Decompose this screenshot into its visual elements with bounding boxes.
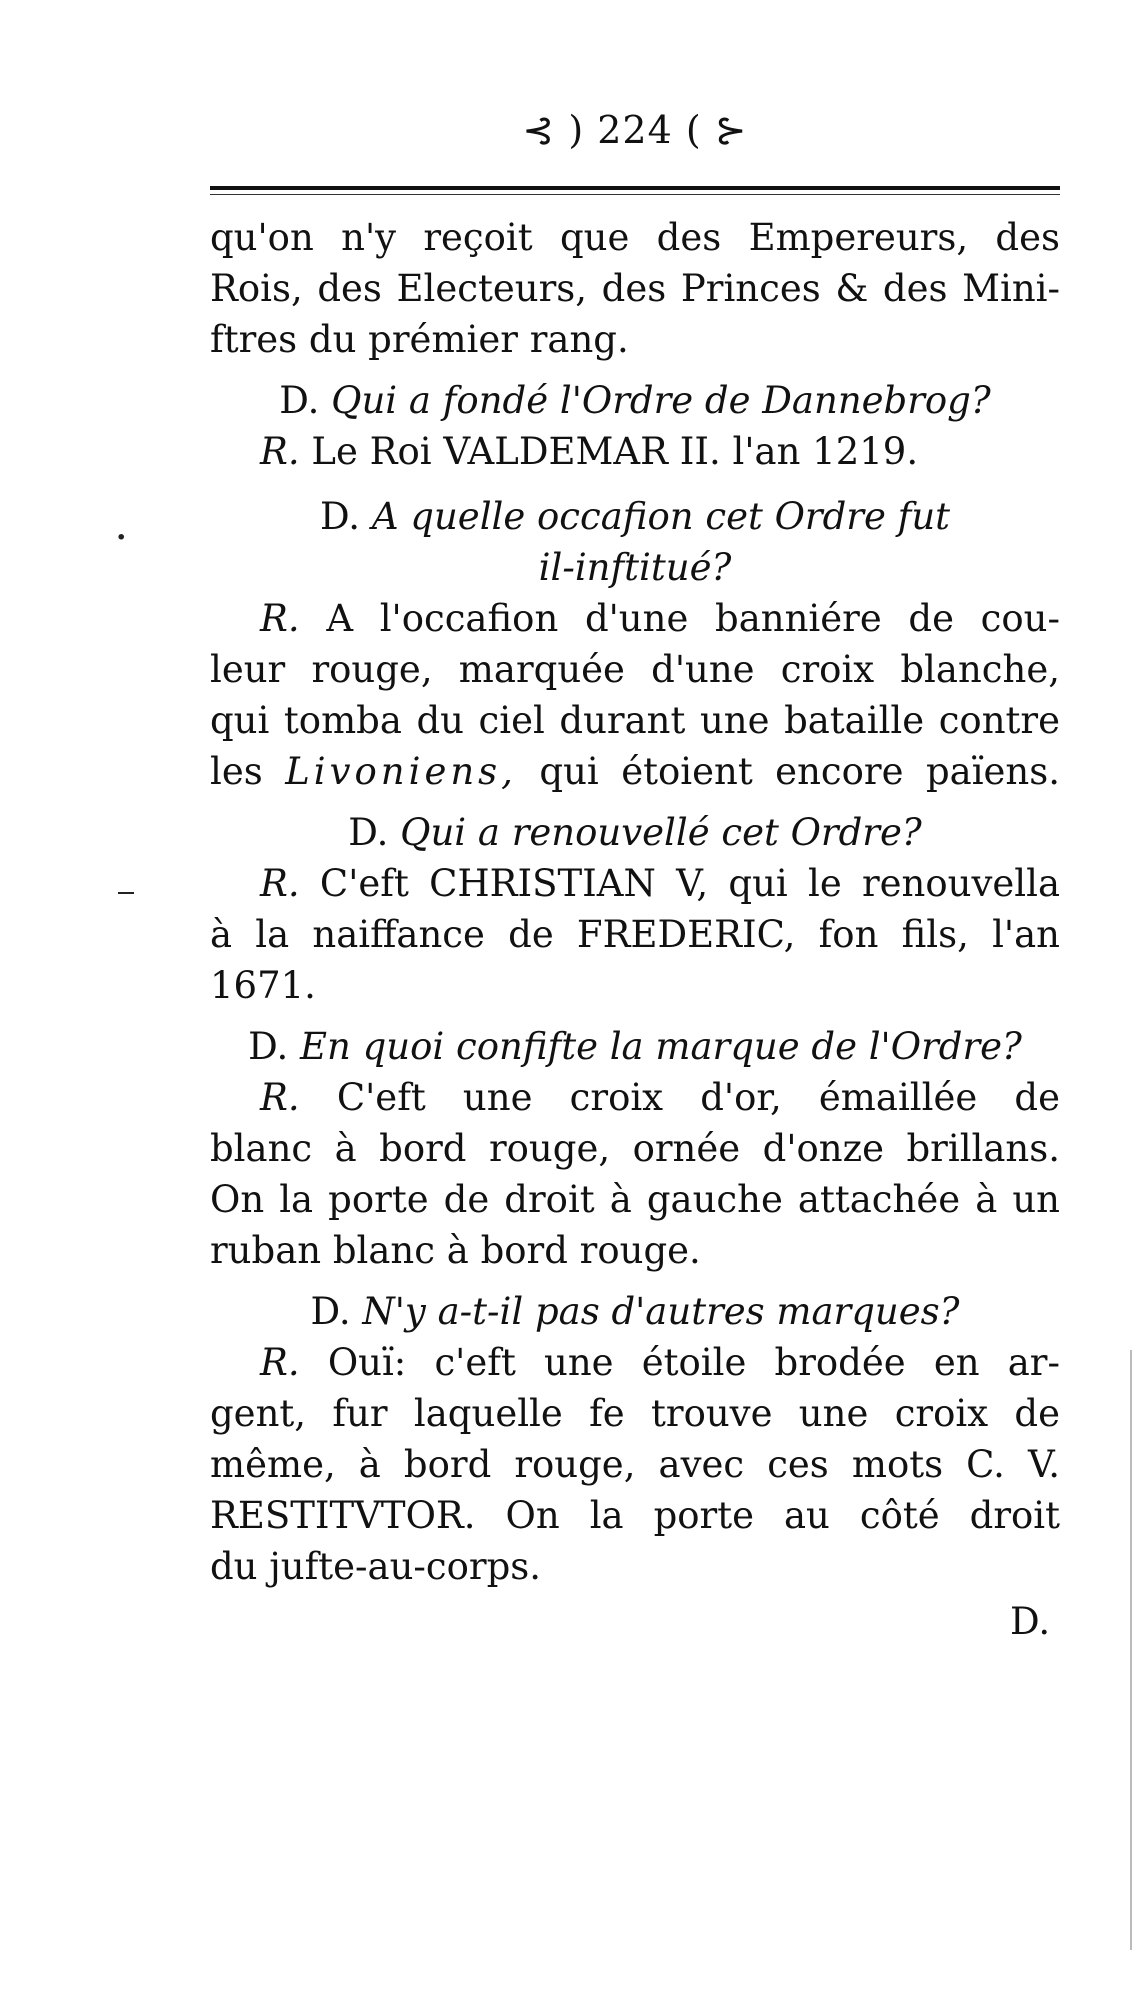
text-fragment: les	[210, 750, 263, 793]
answer-1	[210, 426, 1060, 477]
question-5	[210, 1286, 1060, 1337]
question-text: Qui a fondé l'Ordre de Dannebrog?	[331, 379, 991, 422]
margin-mark: ·	[116, 520, 127, 555]
catchword: D.	[1010, 1600, 1051, 1643]
text-line: On la porte de droit à gauche attachée à un	[210, 1178, 1060, 1221]
paragraph-continuation	[210, 212, 1060, 365]
text-line: RESTITVTOR. On la porte au côté droit	[210, 1494, 1060, 1537]
answer-text: Le Roi VALDEMAR II. l'an 1219.	[311, 430, 919, 473]
answer-text: C'eft CHRISTIAN V, qui le renouvella	[319, 862, 1061, 905]
question-text: En quoi confifte la marque de l'Ordre?	[300, 1025, 1022, 1068]
header-rule-thin	[210, 194, 1060, 195]
text-line	[210, 1072, 1060, 1123]
text-line: ruban blanc à bord rouge.	[210, 1229, 701, 1272]
text-line	[210, 593, 1060, 644]
question-label: D.	[248, 1025, 289, 1068]
text-line: du jufte-au-corps.	[210, 1545, 542, 1588]
text-line: leur rouge, marquée d'une croix blanche,	[210, 648, 1060, 691]
question-label: D.	[310, 1290, 351, 1333]
header-rule	[210, 186, 1060, 190]
answer-text: C'eft une croix d'or, émaillée de	[336, 1076, 1061, 1119]
text-line	[210, 1337, 1060, 1388]
answer-label: R.	[260, 1341, 300, 1384]
answer-label: R.	[260, 430, 300, 473]
answer-label: R.	[260, 597, 300, 640]
text-line: Rois, des Electeurs, des Princes & des Mini-	[210, 267, 1060, 310]
text-line: qu'on n'y reçoit que des Empereurs, des	[210, 216, 1060, 259]
question-label: D.	[348, 811, 389, 854]
question-label: D.	[279, 379, 320, 422]
text-line	[210, 746, 1060, 797]
text-block	[210, 212, 1060, 1592]
question-label: D.	[319, 495, 361, 538]
answer-label: R.	[260, 862, 300, 905]
text-line: gent, fur laquelle fe trouve une croix de	[210, 1392, 1060, 1435]
text-line: blanc à bord rouge, ornée d'onze brillans.	[210, 1127, 1060, 1170]
question-3	[210, 807, 1060, 858]
answer-2	[210, 593, 1060, 797]
text-fragment: qui étoient encore païens.	[539, 750, 1061, 793]
text-line: même, à bord rouge, avec ces mots C. V.	[210, 1443, 1060, 1486]
text-line: qui tomba du ciel durant une bataille contre	[210, 699, 1060, 742]
text-line	[210, 858, 1060, 909]
question-text: N'y a-t-il pas d'autres marques?	[362, 1290, 960, 1333]
question-text-cont: il-inftitué?	[538, 546, 732, 589]
answer-label: R.	[260, 1076, 300, 1119]
question-1	[210, 375, 1060, 426]
answer-text: A l'occafion d'une banniére de cou-	[326, 597, 1061, 640]
margin-mark	[118, 892, 134, 894]
question-4	[210, 1021, 1060, 1072]
question-text: A quelle occafion cet Ordre fut	[371, 495, 951, 538]
answer-3	[210, 858, 1060, 1011]
text-line: à la naiffance de FREDERIC, fon fils, l'an	[210, 913, 1060, 956]
answer-5	[210, 1337, 1060, 1592]
text-line: 1671.	[210, 964, 316, 1007]
running-head: ⊰ ) 224 ( ⊱	[522, 108, 748, 152]
proper-name: Livoniens,	[285, 750, 517, 793]
answer-text: Ouï: c'eft une étoile brodée en ar-	[327, 1341, 1060, 1384]
margin-border-line	[1130, 1350, 1132, 1950]
answer-4	[210, 1072, 1060, 1276]
text-line: ftres du prémier rang.	[210, 318, 629, 361]
question-2	[210, 491, 1060, 593]
question-text: Qui a renouvellé cet Ordre?	[400, 811, 922, 854]
